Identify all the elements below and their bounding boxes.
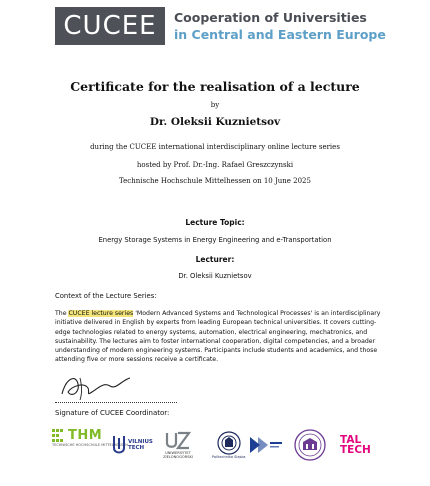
thm-dots-icon <box>52 429 66 442</box>
vilniustech-line2: TECH <box>128 445 145 451</box>
arrow-emblem-icon <box>248 433 284 457</box>
taltech-line2: TECH <box>340 444 371 456</box>
polsl-seal-icon <box>217 431 241 455</box>
context-prefix: The <box>55 310 69 317</box>
context-highlight: CUCEE lecture series <box>68 310 134 317</box>
topic-heading: Lecture Topic: <box>185 218 245 227</box>
signature-line <box>55 402 177 403</box>
vilniustech-line1: VILNIUS <box>128 438 153 445</box>
host-text: hosted by Prof. Dr.-Ing. Rafael Greszczynski <box>136 161 294 169</box>
university-arrow-logo <box>248 428 284 462</box>
purple-seal-icon <box>294 429 326 461</box>
thm-logo-subtext: TECHNISCHE HOCHSCHULE MITTELHESSEN <box>52 443 128 447</box>
context-paragraph <box>55 309 385 365</box>
lecture-series-text: during the CUCEE international interdisciplinary online lecture series <box>90 143 340 151</box>
coordinator-signature <box>58 372 148 402</box>
institution-date-text: Technische Hochschule Mittelhessen on 10 June 2025 <box>119 177 311 185</box>
org-name-line1: Cooperation of Universities <box>174 10 367 25</box>
recipient-name: Dr. Oleksii Kuznietsov <box>149 116 281 128</box>
lecturer-heading: Lecturer: <box>195 255 235 264</box>
org-name-line2: in Central and Eastern Europe <box>174 27 386 42</box>
signature-label: Signature of CUCEE Coordinator: <box>55 409 170 417</box>
taltech-line1: TAL <box>340 434 362 446</box>
by-text: by <box>210 101 220 109</box>
context-heading: Context of the Lecture Series: <box>55 292 157 300</box>
uz-logo <box>163 428 193 462</box>
taltech-logo <box>340 428 371 462</box>
topic-text: Energy Storage Systems in Energy Engineering and e-Transportation <box>98 236 332 244</box>
uz-line1: UNIWERSYTET <box>165 451 191 455</box>
context-body: 'Modern Advanced Systems and Technological Processes' is an interdisciplinary initiative delivered in English by experts from leading European technical universities. It covers cutting-edge technologies related to energy systems, automation, electrical engineering, mechatronics, and sustainability. The lectures aim to foster international cooperation, digital competencies, and a broader understanding of modern engineering systems. Participants include students and academics, and those attending five or more sessions receive a certificate. <box>55 310 381 364</box>
thm-logo-text: THM <box>68 428 103 443</box>
polsl-logo <box>212 428 245 462</box>
university-seal-logo <box>294 428 326 462</box>
uz-line2: ZIELONOGÓRSKI <box>163 455 193 459</box>
lecturer-name: Dr. Oleksii Kuznietsov <box>178 272 252 280</box>
cucee-logo: CUCEE <box>55 7 165 45</box>
vilniustech-logo <box>112 428 153 462</box>
uz-emblem-icon <box>163 431 193 451</box>
certificate-title: Certificate for the realisation of a lecture <box>70 79 360 94</box>
vilniustech-emblem-icon <box>112 434 126 456</box>
polsl-logo-text: Politechnika Śląska <box>212 455 246 459</box>
